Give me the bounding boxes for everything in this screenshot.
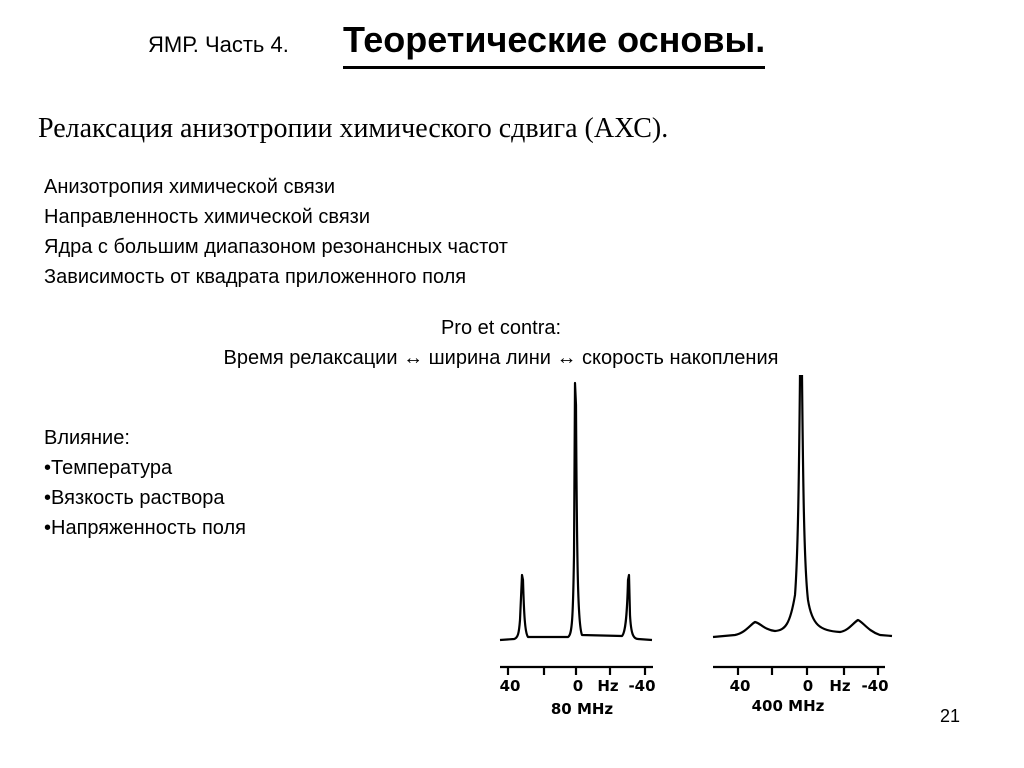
spectrum-400-unit: Hz xyxy=(829,677,851,695)
nmr-spectra-figure xyxy=(490,375,910,720)
slide-subtitle: Релаксация анизотропии химического сдвига (АХС). xyxy=(38,113,669,144)
spectrum-80-trace xyxy=(500,383,652,640)
spectrum-400-trace xyxy=(713,375,892,637)
spectrum-400-axis xyxy=(713,667,885,675)
points-list xyxy=(44,172,508,292)
list-item: •Температура xyxy=(44,457,173,479)
pro-contra-title: Pro et contra: xyxy=(440,317,562,339)
pro-contra-line: Время релаксации ↔ ширина лини ↔ скорость накопления xyxy=(223,347,779,369)
spectrum-80-field: 80 MHz xyxy=(550,700,614,718)
spectrum-80-axis xyxy=(500,667,653,675)
page-title: Теоретические основы. xyxy=(343,16,765,69)
influence-list xyxy=(44,423,246,543)
spectrum-80-unit: Hz xyxy=(597,677,619,695)
spectrum-80-mhz xyxy=(500,383,653,675)
spectrum-400-tick-right: -40 xyxy=(861,677,889,695)
spectrum-80-tick-zero: 0 xyxy=(572,677,584,695)
spectrum-80-tick-right: -40 xyxy=(628,677,656,695)
list-item: Зависимость от квадрата приложенного поля xyxy=(44,266,467,288)
spectrum-80-tick-left: 40 xyxy=(499,677,521,695)
header-prefix: ЯМР. Часть 4. xyxy=(148,32,289,57)
list-item: Анизотропия химической связи xyxy=(44,176,336,198)
spectrum-400-tick-left: 40 xyxy=(729,677,751,695)
list-item: •Вязкость раствора xyxy=(44,487,225,509)
spectrum-400-field: 400 MHz xyxy=(751,697,825,715)
list-item: •Напряженность поля xyxy=(44,517,246,539)
list-item: Направленность химической связи xyxy=(44,206,370,228)
influence-title: Влияние: xyxy=(44,427,130,449)
pro-contra-block xyxy=(0,313,1002,373)
page-number: 21 xyxy=(940,706,961,726)
list-item: Ядра с большим диапазоном резонансных частот xyxy=(44,236,508,258)
spectrum-400-tick-zero: 0 xyxy=(802,677,814,695)
spectrum-400-mhz xyxy=(713,375,892,675)
